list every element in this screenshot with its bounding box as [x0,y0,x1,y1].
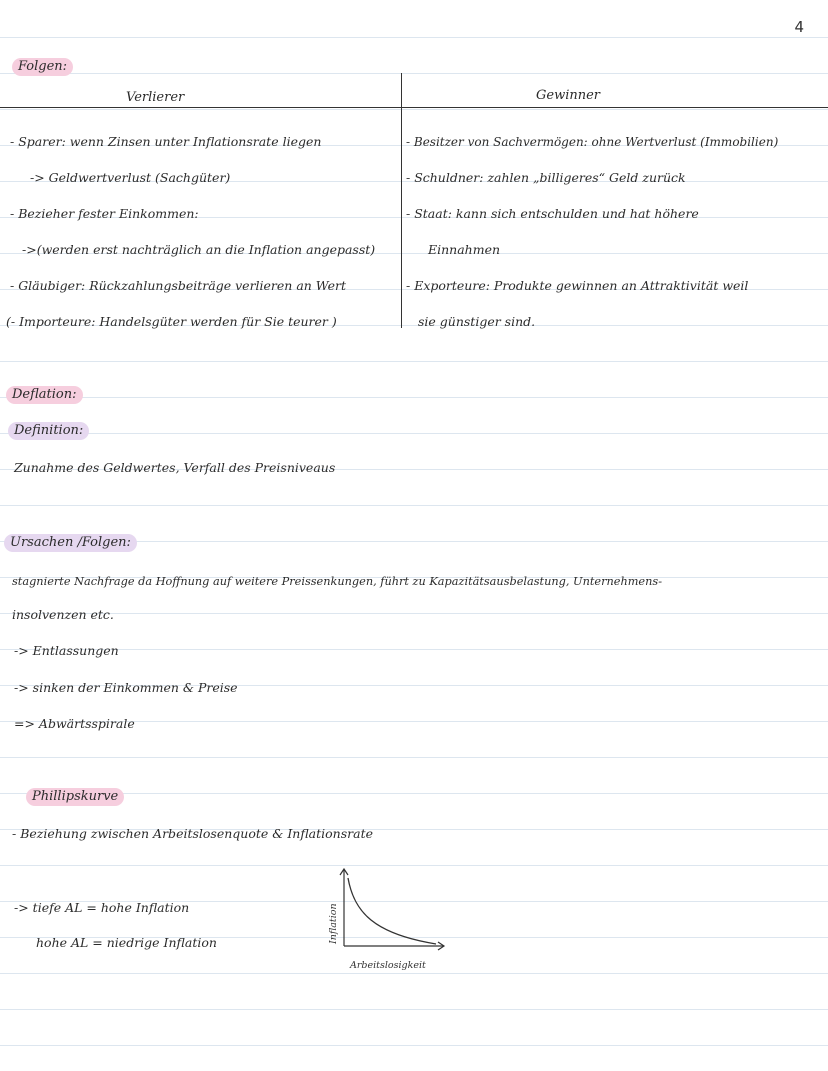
phillips-curve [348,878,436,944]
folgen-heading: Folgen: [12,58,73,76]
gewinner-line: sie günstiger sind. [418,314,536,329]
gewinner-line: - Besitzer von Sachvermögen: ohne Wertverlust (Immobilien) [406,135,779,149]
graph-x-label: Arbeitslosigkeit [350,960,426,971]
definition-heading: Definition: [8,422,89,440]
ursachen-line: stagnierte Nachfrage da Hoffnung auf weitere Preissenkungen, führt zu Kapazitätsausbelastung, Unternehmens- [12,575,663,588]
gewinner-column-header: Gewinner [536,88,601,103]
phillipskurve-heading: Phillipskurve [26,788,124,806]
phillips-line: -> tiefe AL = hohe Inflation [14,900,190,915]
verlierer-line: - Sparer: wenn Zinsen unter Inflationsrate liegen [10,134,322,149]
phillips-curve-graph [320,864,450,974]
verlierer-line: ->(werden erst nachträglich an die Inflation angepasst) [22,242,376,257]
phillips-line: - Beziehung zwischen Arbeitslosenquote & Inflationsrate [12,826,373,841]
gewinner-line: Einnahmen [428,242,501,257]
ursachen-line: => Abwärtsspirale [14,716,135,731]
ursachen-line: insolvenzen etc. [12,607,114,622]
verlierer-line: - Gläubiger: Rückzahlungsbeiträge verlieren an Wert [10,278,347,293]
gewinner-line: - Schuldner: zahlen „billigeres“ Geld zurück [406,170,686,185]
verlierer-line: (- Importeure: Handelsgüter werden für Sie teurer ) [6,314,337,329]
phillips-line: hohe AL = niedrige Inflation [36,935,217,950]
gewinner-line: - Exporteure: Produkte gewinnen an Attraktivität weil [406,278,749,293]
ursachen-line: -> sinken der Einkommen & Preise [14,680,238,695]
table-vertical-rule [401,73,402,328]
verlierer-line: -> Geldwertverlust (Sachgüter) [30,170,231,185]
ursachen-line: -> Entlassungen [14,643,119,658]
graph-y-label: Inflation [328,903,339,944]
verlierer-column-header: Verlierer [126,90,185,105]
ursachen-heading: Ursachen /Folgen: [4,534,137,552]
verlierer-line: - Bezieher fester Einkommen: [10,206,199,221]
table-horizontal-rule [0,107,828,108]
definition-text: Zunahme des Geldwertes, Verfall des Preisniveaus [14,460,336,475]
gewinner-line: - Staat: kann sich entschulden und hat höhere [406,206,699,221]
page-number: 4 [794,18,804,36]
deflation-heading: Deflation: [6,386,83,404]
